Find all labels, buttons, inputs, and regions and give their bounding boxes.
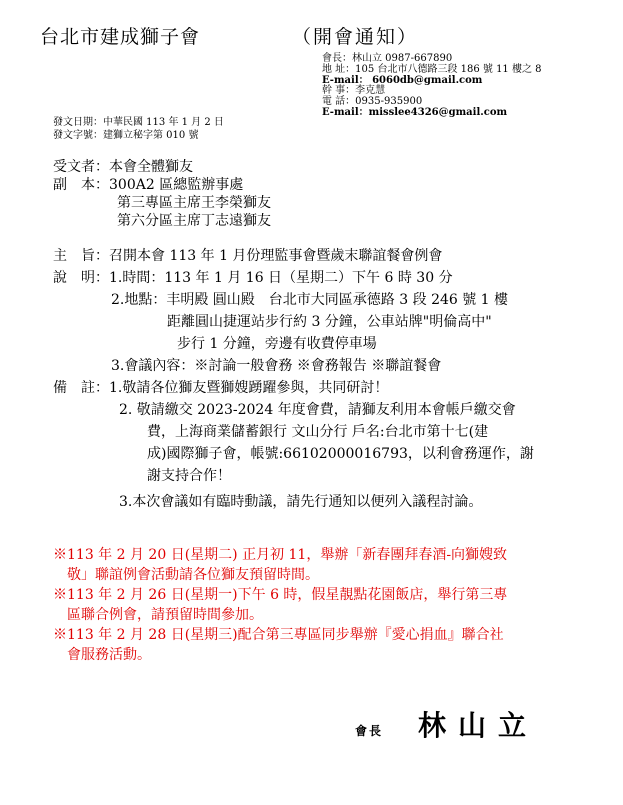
- remark-1: 備 註：1.敬請各位獅友暨獅嫂踴躍參與，共同研討！: [53, 380, 389, 396]
- secretary: 幹 事：李克慧: [322, 85, 386, 97]
- cc-label: 副 本：: [53, 177, 109, 193]
- explain-agenda: 3.會議內容：※討論一般會務 ※會務報告 ※聯誼餐會: [111, 358, 442, 374]
- main-content: [53, 245, 534, 513]
- announcements: [53, 545, 507, 665]
- recipient-to: 受文者：本會全體獅友: [53, 159, 193, 175]
- explain-place: 2.地點：丰明殿 圓山殿 台北市大同區承德路 3 段 246 號 1 樓: [111, 292, 509, 308]
- signature-name: 林山立: [418, 709, 539, 742]
- org-title: 台北市建成獅子會: [40, 26, 201, 48]
- signature-label: 會長: [355, 724, 384, 738]
- phone: 電 話：0935-935900: [322, 96, 423, 108]
- announcement-3-line-1: ※113 年 2 月 28 日(星期三)配合第三專區同步舉辦『愛心捐血』聯合社: [53, 627, 504, 643]
- remark-2-line-4: 謝支持合作！: [147, 468, 231, 484]
- remark-2-line-2: 費，上海商業儲蓄銀行 文山分行 戶名:台北市第十七(建: [147, 424, 489, 440]
- email-president: E-mail： 6060db@gmail.com: [322, 74, 483, 86]
- cc-row-2: 第三專區主席王李榮獅友: [117, 195, 271, 211]
- announcement-2-line-2: 區聯合例會，請預留時間參加。: [67, 607, 263, 623]
- announcement-1-line-2: 敬」聯誼例會活動請各位獅友預留時間。: [67, 567, 319, 583]
- announcement-2-line-1: ※113 年 2 月 26 日(星期一)下午 6 時，假星靚點花園飯店，舉行第三專: [53, 587, 508, 603]
- explain-place-detail-2: 步行 1 分鐘，旁邊有收費停車場: [177, 336, 377, 352]
- remark-2-line-3: 成)國際獅子會，帳號:66102000016793，以利會務運作，謝: [147, 446, 534, 462]
- president-contact: 會長：林山立 0987-667890: [322, 53, 453, 64]
- issue-info: [53, 116, 224, 142]
- cc-row-3: 第六分區主席丁志遠獅友: [117, 213, 271, 229]
- email-secretary: E-mail：misslee4326@gmail.com: [322, 106, 508, 118]
- announcement-3-line-2: 會服務活動。: [67, 647, 151, 663]
- explain-place-detail-1: 距離圓山捷運站步行約 3 分鐘，公車站牌"明倫高中": [167, 314, 492, 330]
- address: 地 址：105 台北市八德路三段 186 號 11 樓之 8: [322, 63, 542, 75]
- recipients-block: [53, 158, 271, 230]
- notice-title: （開會通知）: [292, 26, 419, 48]
- remark-2-line-1: 2. 敬請繳交 2023-2024 年度會費，請獅友利用本會帳戶繳交會: [119, 402, 516, 418]
- subject: 主 旨：召開本會 113 年 1 月份理監事會暨歲末聯誼餐會例會: [53, 248, 443, 264]
- contact-block: [322, 54, 542, 119]
- remark-3: 3.本次會議如有臨時動議，請先行通知以便列入議程討論。: [119, 494, 483, 510]
- explain-time: 說 明：1.時間：113 年 1 月 16 日（星期二）下午 6 時 30 分: [53, 270, 453, 286]
- issue-date: 發文日期：中華民國 113 年 1 月 2 日: [53, 117, 224, 128]
- announcement-1-line-1: ※113 年 2 月 20 日(星期二) 正月初 11，舉辦「新春團拜春酒-向獅嫂致: [53, 547, 508, 563]
- issue-number: 發文字號：建獅立秘字第 010 號: [53, 130, 199, 141]
- cc-row-1: [53, 176, 271, 194]
- cc-item: 300A2 區總監辦事處: [109, 177, 244, 193]
